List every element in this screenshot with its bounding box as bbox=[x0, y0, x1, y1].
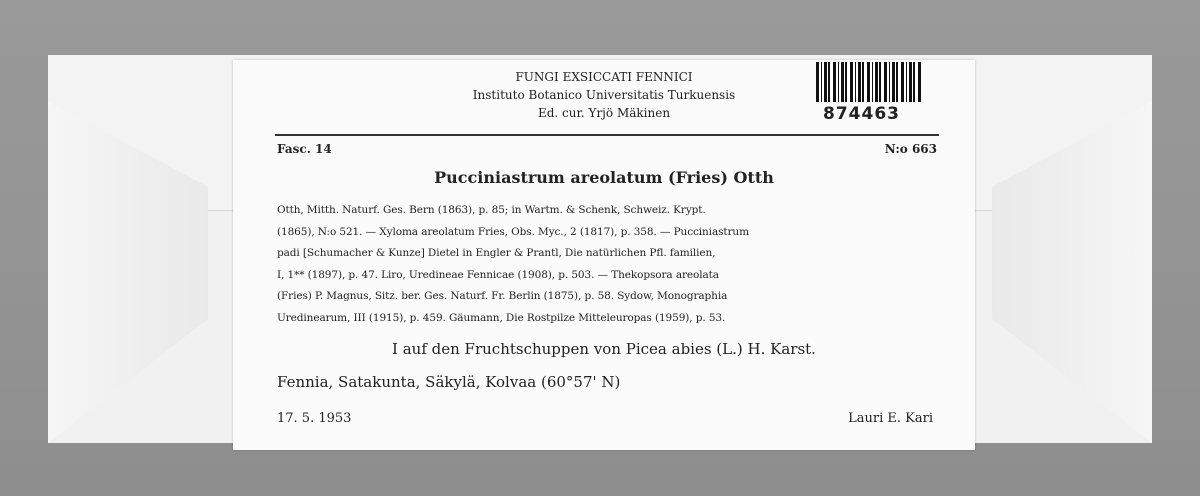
host-info: I auf den Fruchtschuppen von Picea abies (L.) H. Karst. bbox=[392, 340, 816, 358]
reference-line: (1865), N:o 521. — Xyloma areolatum Fries, Obs. Myc., 2 (1817), p. 358. — Pucciniastrum bbox=[277, 225, 749, 238]
references bbox=[277, 200, 939, 330]
header-rule bbox=[275, 134, 939, 136]
specimen-label bbox=[233, 60, 975, 450]
reference-line: I, 1** (1897), p. 47. Liro, Uredineae Fennicae (1908), p. 503. — Thekopsora areolata bbox=[277, 268, 719, 281]
fascicle: Fasc. 14 bbox=[277, 142, 332, 156]
collection-date: 17. 5. 1953 bbox=[277, 411, 352, 426]
reference-line: Uredinearum, III (1915), p. 459. Gäumann, Die Rostpilze Mitteleuropas (1959), p. 53. bbox=[277, 311, 726, 324]
institute-name: Instituto Botanico Universitatis Turkuensis bbox=[472, 88, 736, 102]
specimen-number: N:o 663 bbox=[884, 142, 937, 156]
locality: Fennia, Satakunta, Säkylä, Kolvaa (60°57' N) bbox=[277, 373, 621, 391]
reference-line: (Fries) P. Magnus, Sitz. ber. Ges. Naturf. Fr. Berlin (1875), p. 58. Sydow, Monographia bbox=[277, 290, 728, 303]
editor-line: Ed. cur. Yrjö Mäkinen bbox=[537, 106, 671, 120]
barcode bbox=[816, 62, 921, 102]
collector: Lauri E. Kari bbox=[848, 411, 933, 426]
reference-line: padi [Schumacher & Kunze] Dietel in Engler & Prantl, Die natürlichen Pfl. familien, bbox=[277, 247, 716, 260]
species-name: Pucciniastrum areolatum (Fries) Otth bbox=[434, 168, 774, 187]
barcode-number: 874463 bbox=[823, 104, 900, 124]
reference-line: Otth, Mitth. Naturf. Ges. Bern (1863), p. 85; in Wartm. & Schenk, Schweiz. Krypt. bbox=[277, 204, 706, 216]
series-title: FUNGI EXSICCATI FENNICI bbox=[515, 70, 693, 84]
